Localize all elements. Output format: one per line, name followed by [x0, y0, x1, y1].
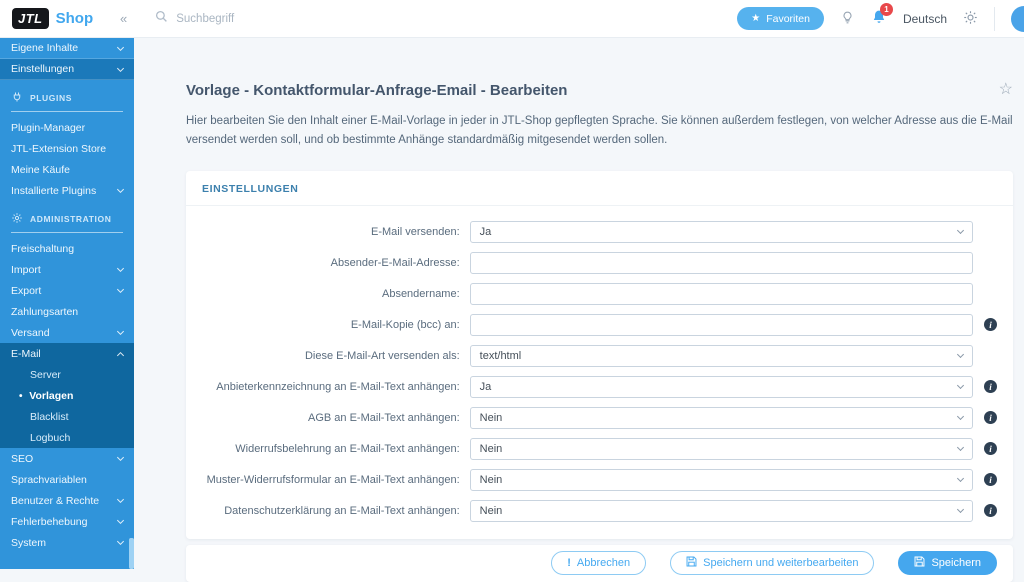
page-description: Hier bearbeiten Sie den Inhalt einer E-Mail-Vorlage in jeder in JTL-Shop gepflegten Sprache. Sie können außerdem festlegen, von welcher Adresse aus die E-Mail versendet werden soll, und ob bestimmte Anhänge standardmäßig mitgesendet werden sollen. — [186, 115, 1013, 146]
sidebar-item-plugin-manager[interactable] — [0, 117, 134, 138]
sidebar-item-freischaltung[interactable] — [0, 238, 134, 259]
field-label-datenschutzerklaerung: Datenschutzerklärung an E-Mail-Text anhängen: — [224, 504, 460, 517]
select-email-versenden[interactable] — [470, 221, 973, 243]
chevron-down-icon — [117, 517, 124, 524]
save-continue-label: Speichern und weiterbearbeiten — [703, 557, 859, 570]
active-bullet-icon: • — [19, 390, 26, 402]
sun-icon — [963, 10, 978, 28]
save-continue-button[interactable] — [670, 551, 874, 575]
sidebar-item-label: Server — [30, 368, 61, 381]
notification-badge: 1 — [880, 3, 893, 16]
chevron-down-icon — [117, 328, 124, 335]
plug-icon — [11, 91, 23, 105]
sidebar-collapse-icon[interactable]: « — [120, 11, 128, 26]
sidebar-item-system[interactable] — [0, 532, 134, 553]
chevron-down-icon — [117, 64, 124, 71]
form-row-widerrufsbelehrung — [202, 438, 997, 460]
info-icon[interactable]: i — [984, 442, 997, 455]
info-icon[interactable]: i — [984, 318, 997, 331]
panel-header: EINSTELLUNGEN — [186, 171, 1013, 206]
sidebar — [0, 38, 134, 569]
info-icon[interactable]: i — [984, 380, 997, 393]
sidebar-item-label: Freischaltung — [11, 242, 75, 255]
topbar-actions — [737, 6, 1024, 32]
sidebar-item-sprachvariablen[interactable] — [0, 469, 134, 490]
input-absender-email-adresse[interactable] — [470, 252, 973, 274]
chevron-down-icon — [957, 475, 964, 482]
sidebar-item-label: SEO — [11, 452, 34, 465]
star-icon: ★ — [751, 13, 761, 24]
select-email-art[interactable] — [470, 345, 973, 367]
form-row-email-versenden — [202, 221, 997, 243]
chevron-down-icon — [957, 413, 964, 420]
chevron-down-icon — [117, 265, 124, 272]
sidebar-item-label: Benutzer & Rechte — [11, 494, 100, 507]
info-icon[interactable]: i — [984, 411, 997, 424]
favorites-label: Favoriten — [766, 12, 810, 25]
global-search — [155, 10, 737, 28]
sidebar-item-label: Einstellungen — [11, 63, 75, 75]
sidebar-item-server[interactable] — [0, 364, 134, 385]
jtl-logo: JTL — [12, 8, 49, 29]
cancel-button[interactable] — [551, 551, 646, 575]
chevron-down-icon — [957, 382, 964, 389]
favorite-star-icon[interactable]: ☆ — [998, 81, 1013, 98]
field-value: Nein — [479, 442, 503, 455]
hints-button[interactable] — [840, 10, 855, 28]
lightbulb-icon — [840, 10, 855, 28]
brand-name: Shop — [55, 10, 94, 27]
field-value: Nein — [479, 473, 503, 486]
chevron-down-icon — [957, 506, 964, 513]
brand[interactable] — [0, 8, 120, 29]
form-row-email-art — [202, 345, 997, 367]
input-absendername[interactable] — [470, 283, 973, 305]
search-input[interactable] — [176, 13, 476, 25]
field-value: Ja — [479, 225, 492, 238]
sidebar-item-vorlagen[interactable] — [0, 385, 134, 406]
chevron-down-icon — [117, 538, 124, 545]
sidebar-item-zahlungsarten[interactable] — [0, 301, 134, 322]
select-widerrufsbelehrung[interactable] — [470, 438, 973, 460]
notifications-button[interactable] — [871, 5, 889, 28]
sidebar-item-blacklist[interactable] — [0, 406, 134, 427]
gear-icon — [11, 212, 23, 226]
form-actions — [186, 545, 1013, 582]
field-label-email-art: Diese E-Mail-Art versenden als: — [304, 349, 460, 362]
sidebar-item-versand[interactable] — [0, 322, 134, 343]
field-label-muster-widerrufsformular: Muster-Widerrufsformular an E-Mail-Text anhängen: — [206, 473, 460, 486]
chevron-up-icon — [117, 351, 124, 358]
sidebar-item-label: Zahlungsarten — [11, 305, 79, 318]
select-agb[interactable] — [470, 407, 973, 429]
sidebar-item-seo[interactable] — [0, 448, 134, 469]
field-label-widerrufsbelehrung: Widerrufsbelehrung an E-Mail-Text anhängen: — [235, 442, 460, 455]
sidebar-item-eigene-inhalte[interactable] — [0, 38, 134, 59]
sidebar-item-e-mail[interactable] — [0, 343, 134, 364]
sidebar-item-label: Blacklist — [30, 410, 69, 423]
avatar[interactable] — [1011, 6, 1024, 32]
field-value: Nein — [479, 411, 503, 424]
sidebar-item-benutzer-rechte[interactable] — [0, 490, 134, 511]
sidebar-item-label: JTL-Extension Store — [11, 142, 107, 155]
sidebar-item-label: Export — [11, 284, 42, 297]
field-label-absendername: Absendername: — [381, 287, 460, 300]
chevron-down-icon — [117, 286, 124, 293]
field-value: Ja — [479, 380, 492, 393]
field-label-absender-email-adresse: Absender-E-Mail-Adresse: — [330, 256, 460, 269]
sidebar-item-label: Versand — [11, 326, 50, 339]
form-row-email-kopie-bcc — [202, 314, 997, 336]
sidebar-item-fehlerbehebung[interactable] — [0, 511, 134, 532]
topbar — [0, 0, 1024, 38]
floppy-icon — [686, 556, 697, 570]
cancel-icon: ! — [567, 557, 571, 570]
info-icon[interactable]: i — [984, 504, 997, 517]
sidebar-item-installierte-plugins[interactable] — [0, 180, 134, 201]
divider — [994, 7, 995, 31]
select-datenschutzerklaerung[interactable] — [470, 500, 973, 522]
sidebar-item-label: Meine Käufe — [11, 163, 70, 176]
sidebar-section-administration — [0, 201, 134, 230]
sidebar-item-label: Fehlerbehebung — [11, 515, 88, 528]
chevron-down-icon — [117, 454, 124, 461]
chevron-down-icon — [117, 496, 124, 503]
chevron-down-icon — [957, 444, 964, 451]
field-label-anbieterkennzeichnung: Anbieterkennzeichnung an E-Mail-Text anhängen: — [216, 380, 460, 393]
sidebar-item-label: • Vorlagen — [19, 389, 74, 402]
sidebar-item-label: E-Mail — [11, 347, 41, 360]
form-row-absender-email-adresse — [202, 252, 997, 274]
form-row-datenschutzerklaerung — [202, 500, 997, 522]
form-row-muster-widerrufsformular — [202, 469, 997, 491]
sidebar-divider — [11, 232, 123, 233]
sidebar-item-import[interactable] — [0, 259, 134, 280]
settings-form — [186, 206, 1013, 539]
chevron-down-icon — [117, 186, 124, 193]
sidebar-item-label: Import — [11, 263, 41, 276]
form-row-anbieterkennzeichnung — [202, 376, 997, 398]
field-value: Nein — [479, 504, 503, 517]
sidebar-item-label: Installierte Plugins — [11, 184, 97, 197]
sidebar-item-label: Plugin-Manager — [11, 121, 86, 134]
field-label-agb: AGB an E-Mail-Text anhängen: — [308, 411, 460, 424]
sidebar-section-label: PLUGINS — [30, 93, 72, 103]
language-selector[interactable]: Deutsch — [902, 11, 947, 26]
form-row-absendername — [202, 283, 997, 305]
sidebar-divider — [11, 111, 123, 112]
sidebar-item-export[interactable] — [0, 280, 134, 301]
select-anbieterkennzeichnung[interactable] — [470, 376, 973, 398]
cancel-label: Abbrechen — [576, 557, 631, 570]
chevron-down-icon — [117, 43, 124, 50]
sidebar-item-jtl-extension-store[interactable] — [0, 138, 134, 159]
sidebar-item-einstellungen[interactable] — [0, 59, 134, 80]
sidebar-item-meine-kaeufe[interactable] — [0, 159, 134, 180]
input-email-kopie-bcc[interactable] — [470, 314, 973, 336]
theme-toggle-button[interactable] — [963, 10, 978, 28]
favorites-button[interactable] — [737, 7, 824, 30]
save-button[interactable] — [898, 551, 997, 575]
info-icon[interactable]: i — [984, 473, 997, 486]
sidebar-item-logbuch[interactable] — [0, 427, 134, 448]
sidebar-item-label: Eigene Inhalte — [11, 42, 79, 54]
sidebar-item-label: Sprachvariablen — [11, 473, 87, 486]
sidebar-item-label: Logbuch — [30, 431, 71, 444]
sidebar-section-plugins — [0, 80, 134, 109]
page-title: Vorlage - Kontaktformular-Anfrage-Email - Bearbeiten — [186, 82, 568, 99]
field-value: text/html — [479, 349, 522, 362]
select-muster-widerrufsformular[interactable] — [470, 469, 973, 491]
search-icon — [155, 10, 168, 28]
floppy-icon — [914, 556, 925, 570]
field-label-email-versenden: E-Mail versenden: — [371, 225, 460, 238]
main-content — [134, 38, 1024, 569]
chevron-down-icon — [957, 227, 964, 234]
sidebar-item-label: System — [11, 536, 47, 549]
form-row-agb — [202, 407, 997, 429]
save-label: Speichern — [931, 557, 981, 570]
sidebar-section-label: ADMINISTRATION — [30, 214, 112, 224]
settings-panel — [186, 171, 1013, 539]
field-label-email-kopie-bcc: E-Mail-Kopie (bcc) an: — [350, 318, 460, 331]
chevron-down-icon — [957, 351, 964, 358]
